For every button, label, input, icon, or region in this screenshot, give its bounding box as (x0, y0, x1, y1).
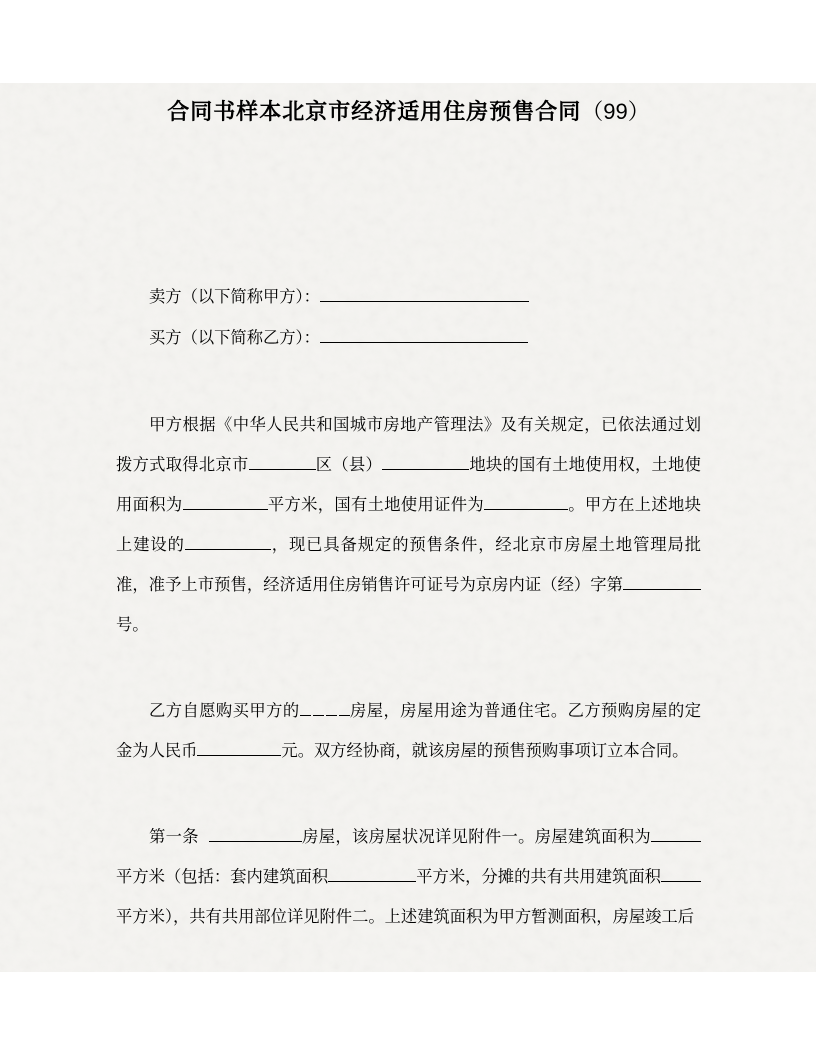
purchase-intent-clause (116, 691, 701, 771)
fill-in-blank (328, 865, 416, 882)
clause-text: 。甲方在上述地块上建设的 (116, 496, 701, 554)
party-label: 卖方（以下简称甲方）： (149, 288, 320, 306)
clause-text: 元。双方经协商，就该房屋的预售预购事项订立本合同。 (281, 742, 689, 760)
article-1-house-description-clause (116, 817, 701, 937)
document-content (0, 83, 816, 937)
clause-text: 乙方自愿购买甲方的 (149, 702, 300, 720)
document-title (116, 97, 701, 127)
spacer (199, 841, 209, 842)
party-line-buyer (116, 318, 701, 359)
fill-in-blank (320, 285, 529, 302)
land-use-rights-clause (116, 405, 701, 645)
fill-in-blank (313, 699, 324, 716)
clause-text: 平方米），共有共用部位详见附件二。上述建筑面积为甲方暂测面积，房屋竣工后 (116, 908, 694, 926)
clause-text: 平方米，分摊的共有共用建筑面积 (416, 868, 661, 886)
document-title-main: 合同书样本北京市经济适用住房预售合同 (167, 99, 582, 124)
clause-text: 房屋，房屋用途为普通住宅。乙方预购房屋的定金为人民币 (116, 702, 701, 760)
fill-in-blank (209, 825, 302, 842)
parties-section (116, 277, 701, 359)
clause-text: 第一条 (149, 828, 199, 846)
fill-in-blank (197, 739, 281, 756)
party-line-seller (116, 277, 701, 318)
contract-body (116, 405, 701, 937)
fill-in-blank (185, 533, 271, 550)
fill-in-blank (183, 493, 268, 510)
party-label: 买方（以下简称乙方）： (149, 329, 320, 347)
clause-text: 甲方根据《中华人民共和国城市房地产管理法》及有关规定，已依法通过划拨方式取得北京市 (116, 416, 701, 474)
fill-in-blank (320, 326, 528, 343)
fill-in-blank (249, 453, 316, 470)
fill-in-blank (300, 699, 311, 716)
clause-text: 区（县） (315, 456, 383, 474)
fill-in-blank (382, 453, 469, 470)
clause-text: 号。 (116, 616, 149, 634)
fill-in-blank (484, 493, 568, 510)
fill-in-blank (339, 699, 350, 716)
document-page (0, 83, 816, 972)
fill-in-blank (651, 825, 701, 842)
fill-in-blank (326, 699, 337, 716)
clause-text: 地块的国有土地使用权，土地使用面积为 (116, 456, 701, 514)
clause-text: 平方米，国有土地使用证件为 (267, 496, 484, 514)
clause-text: 房屋，该房屋状况详见附件一。房屋建筑面积为 (301, 828, 651, 846)
fill-in-blank (661, 865, 701, 882)
fill-in-blank (623, 573, 701, 590)
clause-text: 平方米（包括：套内建筑面积 (116, 868, 329, 886)
clause-text: ，现已具备规定的预售条件，经北京市房屋土地管理局批准，准予上市预售，经济适用住房销售许可证号为京房内证（经）字第 (116, 536, 701, 594)
document-title-suffix: （99） (581, 99, 650, 124)
